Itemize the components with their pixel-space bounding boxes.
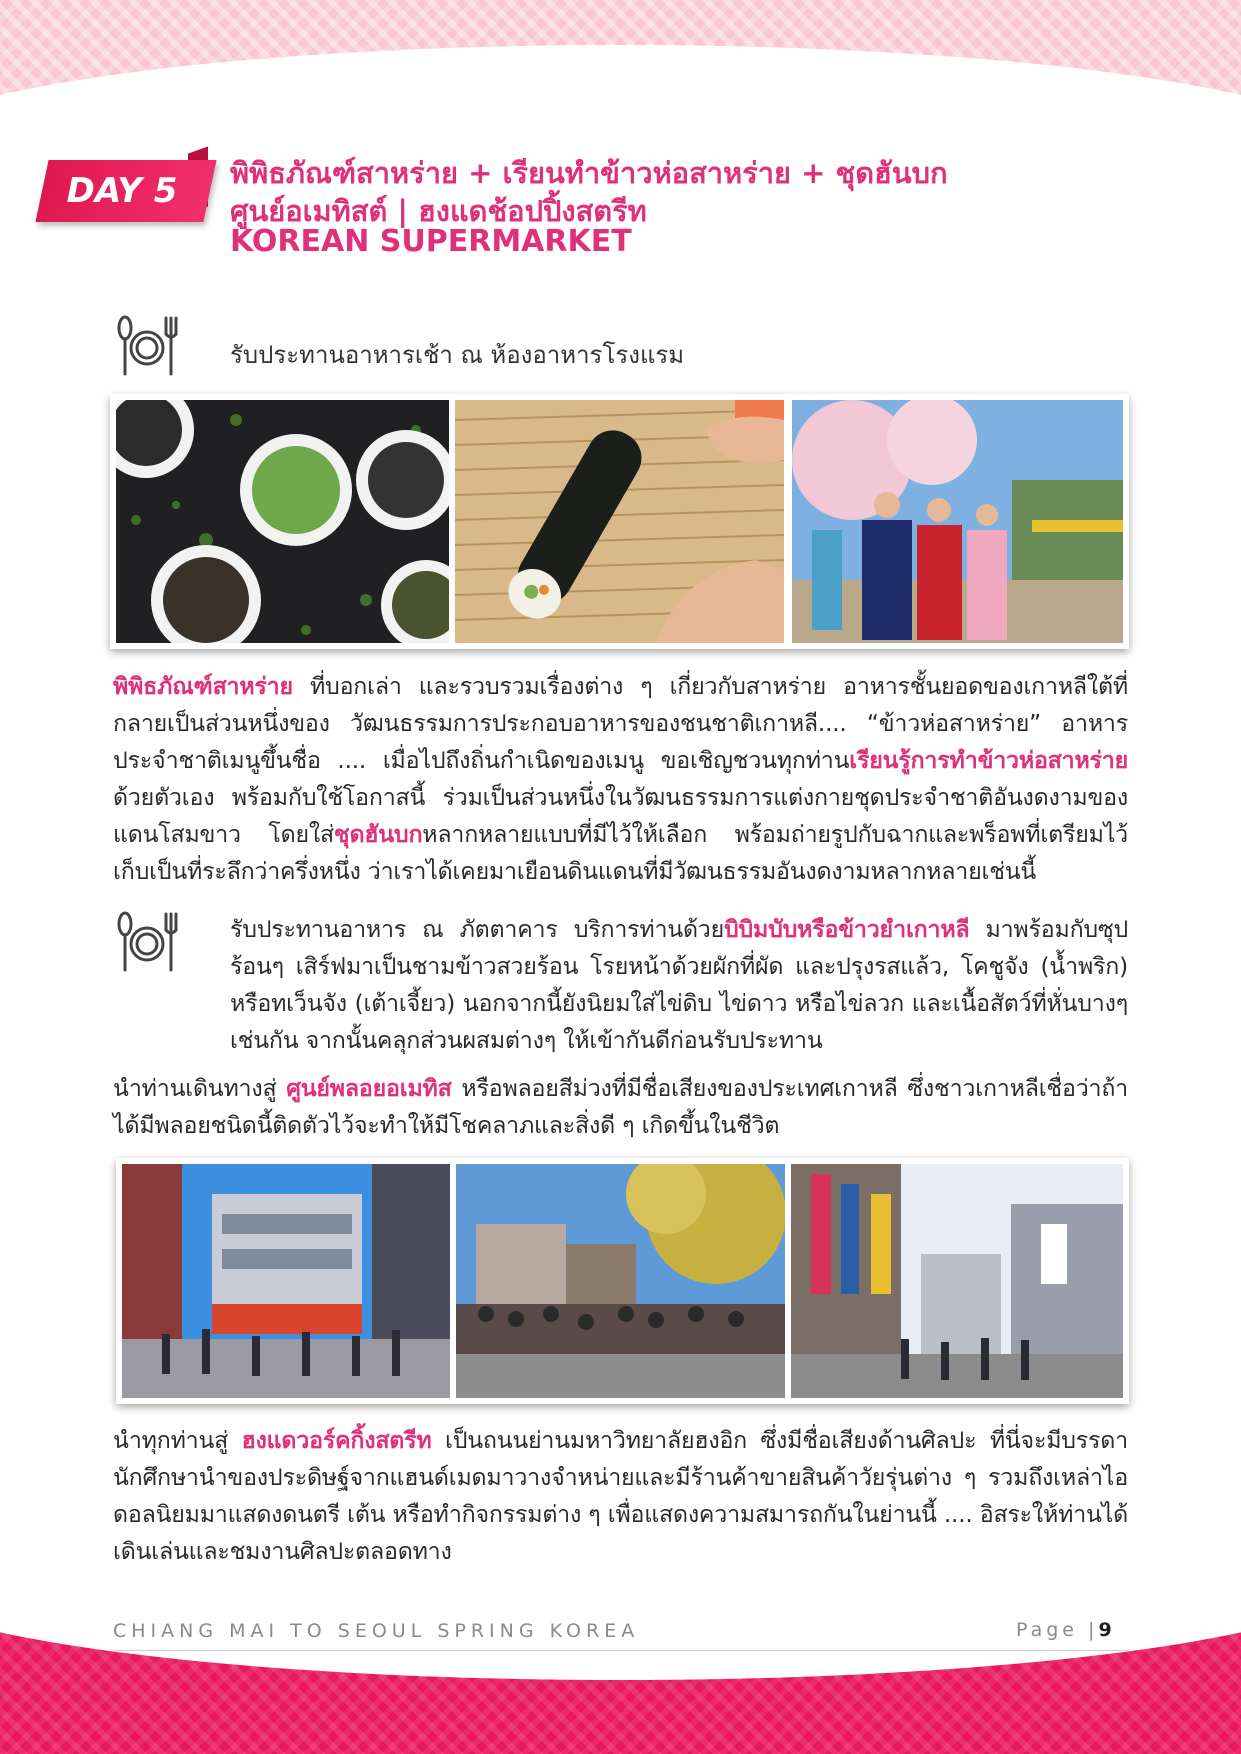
lunch-text-1: รับประทานอาหาร ณ ภัตตาคาร บริการท่านด้วย: [230, 916, 725, 943]
plate-fork-knife-icon: [116, 910, 178, 974]
page-title-line-3: KOREAN SUPERMARKET: [230, 224, 632, 259]
highlight-bibimbap: บิบิมบับหรือข้าวยำเกาหลี: [724, 916, 970, 943]
hongdae-paragraph: [113, 1422, 1128, 1570]
para3-text-1: นำทุกท่านสู่: [113, 1427, 242, 1454]
lunch-text-2: มาพร้อมกับซุปร้อนๆ เสิร์ฟมาเป็นชามข้าวสวยร้อน โรยหน้าด้วยผักที่ผัด และปรุงรสแล้ว, โคชูจัง (น้ำพริก) หรือทเว็นจัง (เต้าเจี้ยว) นอกจากนี้ยังนิยมใส่ไข่ดิบ ไข่ดาว หรือไข่ลวก และเนื้อสัตว์ที่หั่นบางๆ เช่นกัน จากนั้นคลุกส่วนผสมต่างๆ ให้เข้ากันดีก่อนรับประทาน: [230, 916, 1128, 1054]
kimbap-rolling-photo: [455, 400, 784, 643]
para3-text-2: เป็นถนนย่านมหาวิทยาลัยฮงอิก ซึ่งมีชื่อเสียงด้านศิลปะ ที่นี่จะมีบรรดานักศึกษานำของประดิษฐ์จากแฮนด์เมดมาวางจำหน่ายและมีร้านค้าขายสินค้าวัยรุ่นต่าง ๆ รวมถึงเหล่าไอดอลนิยมมาแสดงดนตรี เต้น หรือทำกิจกรรมต่าง ๆ เพื่อแสดงความสมารถกันในย่านนี้ .... อิสระให้ท่านได้เดินเล่นและชมงานศิลปะตลอดทาง: [113, 1427, 1128, 1565]
page-label: Page |: [1016, 1619, 1099, 1641]
page-title-line-1: พิพิธภัณฑ์สาหร่าย + เรียนทำข้าวห่อสาหร่าย + ชุดฮันบก: [230, 156, 948, 190]
para1-text-3: หลากหลายแบบที่มีไว้ให้เลือก พร้อมถ่ายรูปกับฉากและพร็อพที่เตรียมไว้ เก็บเป็นที่ระลึกว่าครึ่งหนึ่ง ว่าเราได้เคยมาเยือนดินแดนที่มีวัฒนธรรมอันงดงามหลากหลายเช่นนี้: [113, 821, 1128, 885]
highlight-kimbap-class: เรียนรู้การทำข้าวห่อสาหร่าย: [849, 747, 1128, 774]
hanbok-couple-photo: [792, 400, 1123, 643]
hongdae-street-photo: [122, 1164, 450, 1398]
breakfast-text: รับประทานอาหารเช้า ณ ห้องอาหารโรงแรม: [230, 341, 685, 369]
seaweed-museum-paragraph: [113, 668, 1128, 890]
highlight-hongdae-street: ฮงแดวอร์คกิ้งสตรีท: [241, 1427, 432, 1454]
highlight-hanbok: ชุดฮันบก: [333, 821, 423, 848]
seaweed-bowls-photo: [116, 400, 449, 643]
photo-strip-top: [110, 394, 1129, 649]
para2-text-1: นำท่านเดินทางสู่: [113, 1075, 287, 1102]
lunch-paragraph: [230, 911, 1128, 1059]
page-title-line-2: ศูนย์อเมทิสต์ | ฮงแดช้อปปิ้งสตรีท: [230, 194, 647, 228]
para1-text-2: ด้วยตัวเอง พร้อมกับใช้โอกาสนี้ ร่วมเป็นส่วนหนึ่งในวัฒนธรรมการแต่งกายชุดประจำชาติอันงดงามของแดนโสมขาว โดยใส่: [113, 784, 1128, 848]
plate-fork-knife-icon: [116, 314, 178, 378]
footer-page: [1016, 1619, 1112, 1641]
para1-text-1: ที่บอกเล่า และรวบรวมเรื่องต่าง ๆ เกี่ยวกับสาหร่าย อาหารชั้นยอดของเกาหลีใต้ที่กลายเป็นส่วนหนึ่งของ วัฒนธรรมการประกอบอาหารของชนชาติเกาหลี.... “ข้าวห่อสาหร่าย” อาหารประจำชาติเมนูขึ้นชื่อ .... เมื่อไปถึงถิ่นกำเนิดของเมนู ขอเชิญชวนทุกท่าน: [113, 673, 1128, 774]
photo-strip-bottom: [116, 1158, 1129, 1404]
footer-divider: [113, 1650, 1128, 1651]
highlight-seaweed-museum: พิพิธภัณฑ์สาหร่าย: [113, 673, 293, 700]
page-number: 9: [1098, 1619, 1112, 1641]
busking-crowd-photo: [456, 1164, 785, 1398]
shopping-street-photo: [791, 1164, 1123, 1398]
amethyst-paragraph: [113, 1070, 1128, 1144]
para2-text-2: หรือพลอยสีม่วงที่มีชื่อเสียงของประเทศเกาหลี ซึ่งชาวเกาหลีเชื่อว่าถ้าได้มีพลอยชนิดนี้ติดตัวไว้จะทำให้มีโชคลาภและสิ่งดี ๆ เกิดขึ้นในชีวิต: [113, 1075, 1128, 1139]
footer-title: CHIANG MAI TO SEOUL SPRING KOREA: [113, 1620, 640, 1642]
highlight-amethyst-center: ศูนย์พลอยอเมทิส: [286, 1075, 452, 1102]
day-badge-label: DAY 5: [66, 171, 178, 211]
